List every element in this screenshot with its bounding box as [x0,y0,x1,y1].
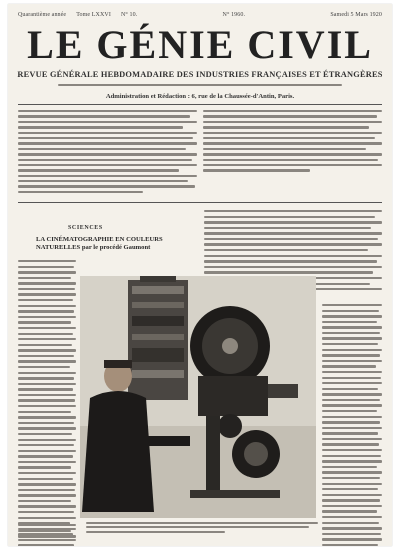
summary-block [18,110,382,196]
projector-stand [206,416,220,496]
edition: Quarantième année [18,12,67,18]
volume: Tome LXXVI [76,12,111,18]
header-rule [18,104,382,105]
issue-number: N° 1960. [222,12,246,18]
right-wrap-text [322,304,382,546]
issue-info-line [18,12,382,18]
masthead-subtitle: REVUE GÉNÉRALE HEBDOMADAIRE DES INDUSTRIES FRANÇAISES ET ÉTRANGÈRES [17,70,383,79]
administration-line: Administration et Rédaction : 6, rue de la Chaussée-d'Antin, Paris. [105,93,295,100]
summary-column-left [18,110,197,196]
photo-caption [86,522,318,533]
newspaper-page [8,4,392,546]
man-suit [82,391,154,512]
summary-rule [18,202,382,203]
article-title: LA CINÉMATOGRAPHIE EN COULEURS NATURELLES par le procédé Gaumont [36,236,163,251]
projector-body [198,376,268,416]
masthead-title: LE GÉNIE CIVIL [27,22,373,67]
projector-lens [268,384,298,398]
left-wrap-text [18,260,76,546]
projector-photo-illustration [80,276,316,518]
summary-column-right [203,110,382,196]
issue: N° 10. [120,12,138,18]
subscription-rates [18,82,382,86]
article-photograph [80,276,316,518]
section-label: SCIENCES [68,225,103,231]
left-bottom-text [18,524,76,538]
issue-date: Samedi 5 Mars 1920 [330,12,382,18]
